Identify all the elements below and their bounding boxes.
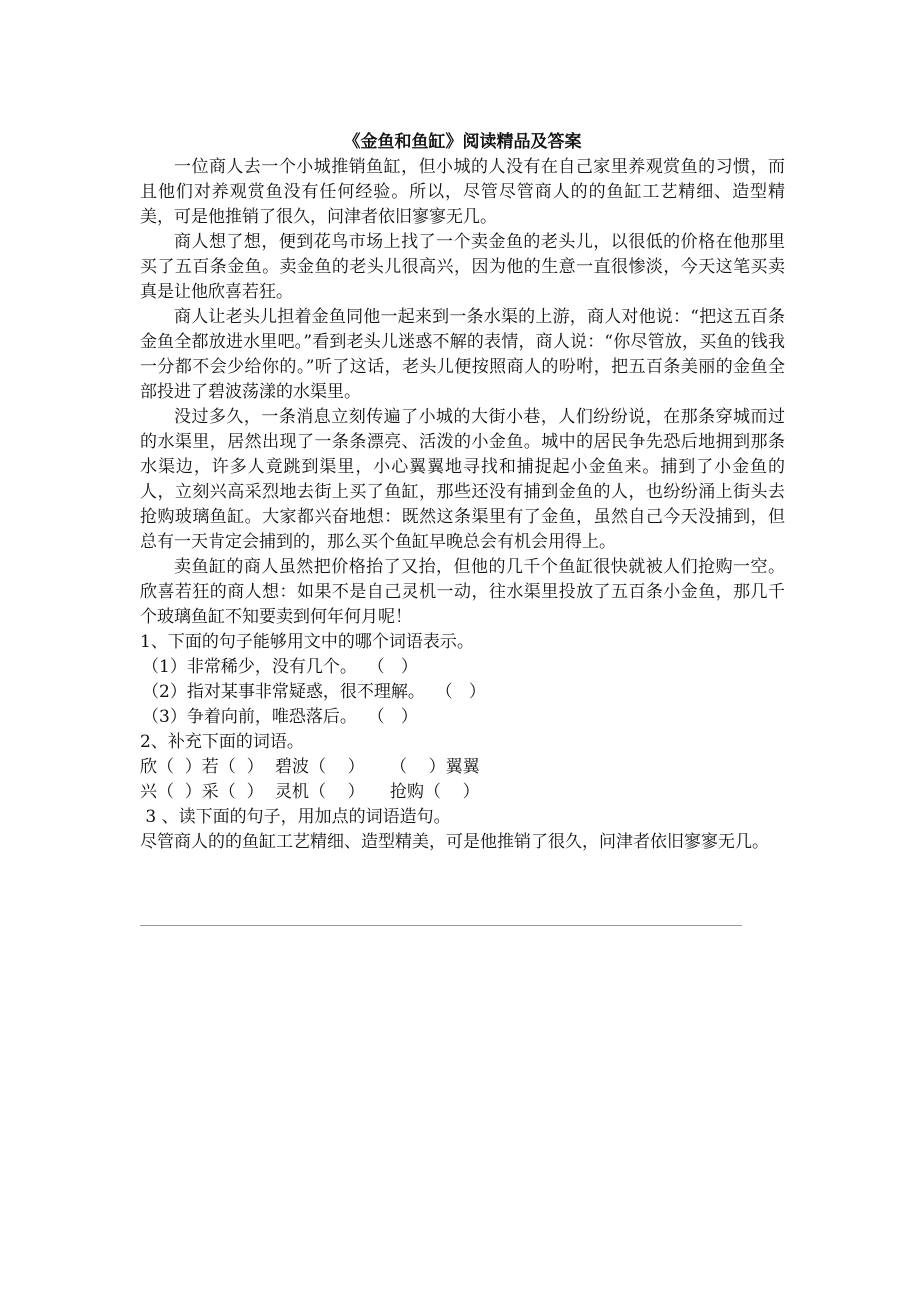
fill-blank-word: （ ）翼翼 (390, 757, 480, 777)
fill-blank-word: 碧波（ ） (275, 757, 365, 777)
document-body (140, 130, 785, 855)
question-1-item-1: （1）非常稀少，没有几个。 （ ） (142, 657, 418, 677)
question-1-prompt: 1、下面的句子能够用文中的哪个词语表示。 (140, 632, 474, 652)
fill-blank-word: 欣（ ）若（ ） (140, 757, 264, 777)
question-1-item-3: （3）争着向前，唯恐落后。 （ ） (142, 707, 418, 727)
fill-blank-word: 抢购（ ） (390, 782, 480, 802)
question-3-sentence: 尽管商人的的鱼缸工艺精细、造型精美，可是他推销了很久，问津者依旧寥寥无几。 (140, 832, 769, 852)
question-2-prompt: 2、补充下面的词语。 (140, 732, 304, 752)
paragraph-2: 商人想了想，便到花鸟市场上找了一个卖金鱼的老头儿，以很低的价格在他那里买了五百条金鱼。卖金鱼的老头儿很高兴，因为他的生意一直很惨淡，今天这笔买卖真是让他欣喜若狂。 (140, 232, 785, 302)
question-2-row-1 (140, 755, 785, 780)
paragraph-1: 一位商人去一个小城推销鱼缸，但小城的人没有在自己家里养观赏鱼的习惯，而且他们对养观赏鱼没有任何经验。所以，尽管尽管商人的的鱼缸工艺精细、造型精美，可是他推销了很久，问津者依旧寥寥无几。 (140, 157, 785, 227)
paragraph-4: 没过多久，一条消息立刻传遍了小城的大街小巷，人们纷纷说，在那条穿城而过的水渠里，居然出现了一条条漂亮、活泼的小金鱼。城中的居民争先恐后地拥到那条水渠边，许多人竟跳到渠里，小心翼翼地寻找和捕捉起小金鱼来。捕到了小金鱼的人，立刻兴高采烈地去街上买了鱼缸，那些还没有捕到金鱼的人，也纷纷涌上街头去抢购玻璃鱼缸。大家都兴奋地想：既然这条渠里有了金鱼，虽然自己今天没捕到，但总有一天肯定会捕到的，那么买个鱼缸早晚总会有机会用得上。 (140, 407, 785, 552)
document-title: 《金鱼和鱼缸》阅读精品及答案 (343, 132, 582, 152)
paragraph-5: 卖鱼缸的商人虽然把价格抬了又抬，但他的几千个鱼缸很快就被人们抢购一空。欣喜若狂的商人想：如果不是自己灵机一动，往水渠里投放了五百条小金鱼，那几千个玻璃鱼缸不知要卖到何年何月呢！ (140, 557, 785, 627)
fill-blank-word: 灵机（ ） (275, 782, 365, 802)
paragraph-3: 商人让老头儿担着金鱼同他一起来到一条水渠的上游，商人对他说：“把这五百条金鱼全都放进水里吧。”看到老头儿迷惑不解的表情，商人说：“你尽管放，买鱼的钱我一分都不会少给你的。”听了这话，老头儿便按照商人的吩咐，把五百条美丽的金鱼全部投进了碧波荡漾的水渠里。 (140, 307, 785, 402)
question-3-prompt: 3 、读下面的句子，用加点的词语造句。 (140, 807, 451, 827)
answer-underline (140, 925, 742, 926)
question-2-row-2 (140, 780, 785, 805)
fill-blank-word: 兴（ ）采（ ） (140, 782, 264, 802)
question-1-item-2: （2）指对某事非常疑惑，很不理解。 （ ） (142, 682, 486, 702)
